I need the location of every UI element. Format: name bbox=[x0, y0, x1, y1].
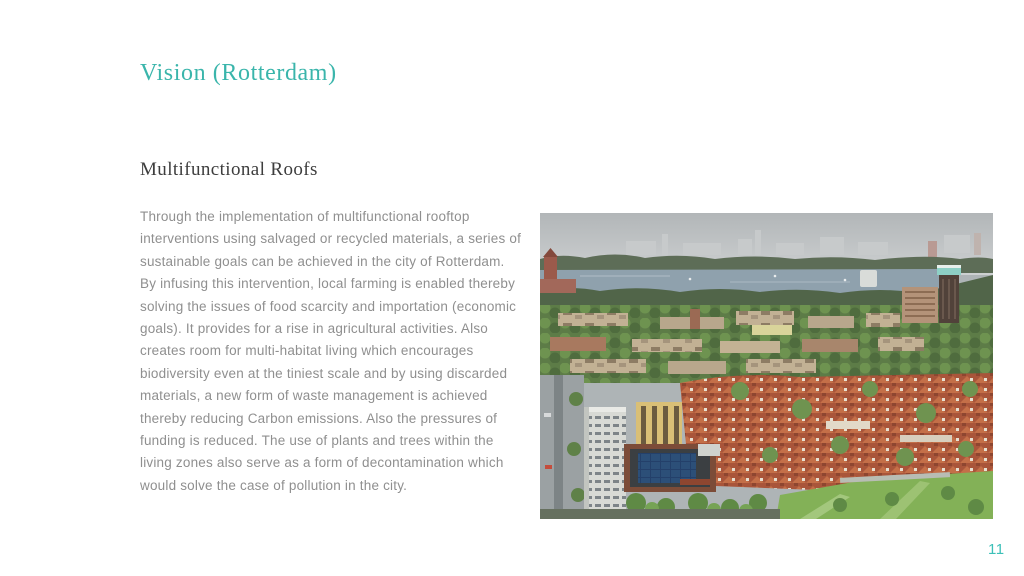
page-number: 11 bbox=[988, 541, 1005, 558]
slide-heading: Multifunctional Roofs bbox=[140, 159, 318, 180]
body-paragraph: Through the implementation of multifunctional rooftop interventions using salvaged or recycled materials, a series of sustainable goals can be achieved in the city of Rotterdam. By infusing this intervention, local farming is enabled thereby solving the issues of food scarcity and importation (economic goals). It provides for a rise in agricultural activities. Also creates room for multi-habitat living which encourages biodiversity even at the tiniest scale and by using discarded materials, a new form of waste management is achieved thereby reducing Carbon emissions. Also the pressures of funding is reduced. The use of plants and trees within the living zones also serve as a form of decontamination which would solve the case of pollution in the city. bbox=[140, 209, 522, 493]
rotterdam-aerial-illustration bbox=[540, 213, 993, 519]
rotterdam-aerial-photo bbox=[540, 213, 993, 519]
slide-title: Vision (Rotterdam) bbox=[140, 60, 337, 86]
